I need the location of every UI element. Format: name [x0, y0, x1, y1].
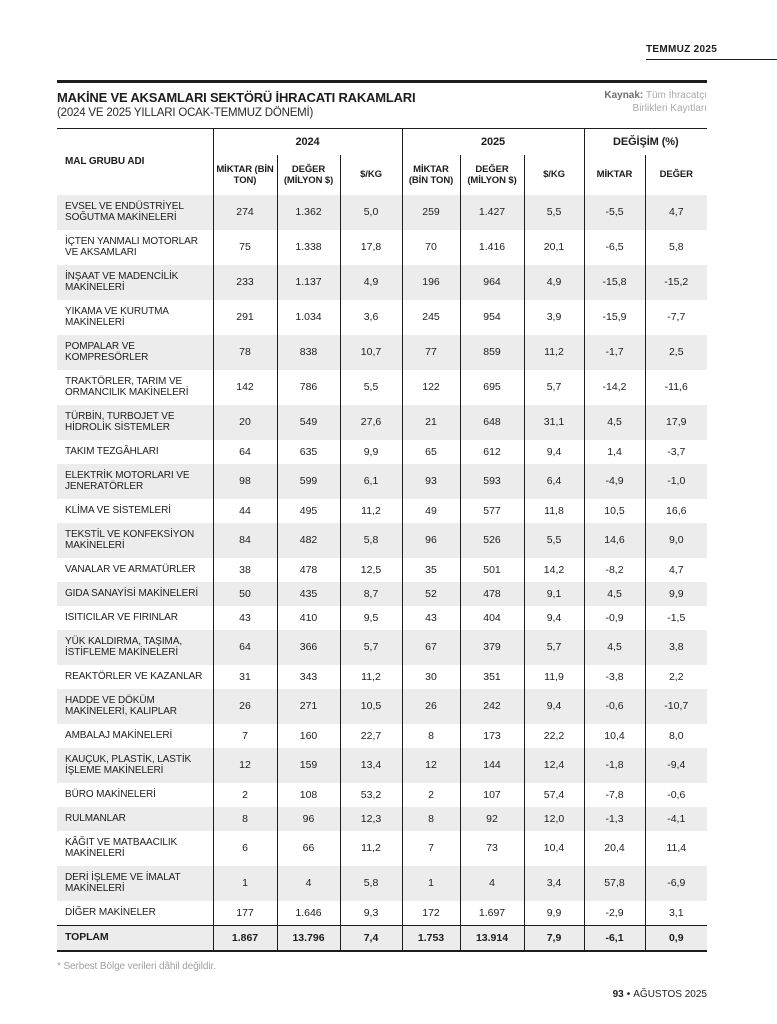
group-header-degisim: DEĞİŞİM (%): [613, 135, 679, 148]
table-row: [57, 464, 707, 499]
row-value: 5,5: [340, 370, 402, 405]
row-value: 65: [402, 440, 460, 464]
row-value: 11,9: [524, 665, 584, 689]
row-value: 599: [277, 464, 340, 499]
group-header-2025: 2025: [402, 129, 584, 155]
row-name: GIDA SANAYİSİ MAKİNELERİ: [57, 582, 213, 606]
source-block: [604, 90, 707, 115]
row-value: 75: [213, 230, 277, 265]
row-value: 4: [460, 866, 524, 901]
row-value: 5,0: [340, 195, 402, 230]
row-value: 196: [402, 265, 460, 300]
row-value: 6: [213, 831, 277, 866]
row-value: -0,6: [667, 788, 686, 801]
row-value: 16,6: [666, 504, 687, 517]
row-value: 4,7: [668, 563, 684, 576]
row-value: 12,3: [340, 807, 402, 831]
row-value: 954: [460, 300, 524, 335]
row-value: -2,9: [584, 901, 645, 926]
row-value: 366: [277, 630, 340, 665]
row-value: 404: [460, 606, 524, 630]
row-value: 20,1: [524, 230, 584, 265]
table-row: [57, 405, 707, 440]
row-value: 3,9: [524, 300, 584, 335]
row-value: 2,2: [668, 670, 684, 683]
row-value: -6,5: [584, 230, 645, 265]
row-value: 501: [460, 558, 524, 582]
row-value: 84: [213, 523, 277, 558]
row-value: -1,0: [667, 475, 686, 487]
row-value: 77: [402, 335, 460, 370]
page-subtitle: (2024 VE 2025 YILLARI OCAK-TEMMUZ DÖNEMİ): [57, 107, 314, 119]
row-value: 9,4: [524, 606, 584, 630]
row-value: 9,9: [524, 901, 584, 926]
row-name: KAUÇUK, PLASTİK, LASTİK İŞLEME MAKİNELERİ: [57, 748, 213, 783]
row-value: 11,2: [340, 665, 402, 689]
column-header-mal-grubu: MAL GRUBU ADI: [57, 129, 213, 195]
row-value: -0,9: [584, 606, 645, 630]
row-value: 1.646: [277, 901, 340, 926]
row-value: 5,5: [524, 195, 584, 230]
row-value: 10,4: [524, 831, 584, 866]
row-value: 10,5: [340, 689, 402, 724]
row-value: 67: [402, 630, 460, 665]
row-value: 92: [460, 807, 524, 831]
table-row: [57, 748, 707, 783]
row-value: 12: [213, 748, 277, 783]
row-value: 50: [213, 582, 277, 606]
export-figures-table: [57, 128, 707, 952]
row-value: 435: [277, 582, 340, 606]
row-value: 648: [460, 405, 524, 440]
row-value: 14,2: [524, 558, 584, 582]
row-value: 635: [277, 440, 340, 464]
row-value: 8,0: [668, 729, 684, 742]
row-value: -3,7: [667, 445, 686, 458]
row-value: 526: [460, 523, 524, 558]
row-value: 70: [402, 230, 460, 265]
issue-header: [646, 44, 777, 60]
row-value: 245: [402, 300, 460, 335]
row-value: 9,0: [668, 534, 684, 546]
row-value: 13,4: [340, 748, 402, 783]
table-row: [57, 630, 707, 665]
footnote: * Serbest Bölge verileri dâhil değildir.: [57, 960, 216, 972]
row-value: -3,8: [584, 665, 645, 689]
row-value: 107: [460, 783, 524, 807]
column-header-deger-2024: DEĞER (MİLYON $): [277, 155, 340, 195]
table-row: [57, 689, 707, 724]
row-value: 10,4: [584, 724, 645, 748]
row-value: 4,9: [524, 265, 584, 300]
row-value: -1,3: [584, 807, 645, 831]
column-header-miktar-degisim: MİKTAR: [584, 155, 645, 195]
row-name: HADDE VE DÖKÜM MAKİNELERİ, KALIPLAR: [57, 689, 213, 724]
row-value: 549: [277, 405, 340, 440]
total-label: TOPLAM: [57, 925, 213, 951]
row-value: 17,9: [666, 416, 687, 428]
row-name: TAKIM TEZGÂHLARI: [57, 440, 213, 464]
row-value: 31,1: [524, 405, 584, 440]
row-value: 11,8: [524, 499, 584, 523]
row-value: 9,4: [524, 440, 584, 464]
source-text-1: Tüm İhracatçı: [645, 90, 707, 101]
row-value: 233: [213, 265, 277, 300]
row-value: -0,6: [584, 689, 645, 724]
row-value: 8,7: [340, 582, 402, 606]
row-value: 612: [460, 440, 524, 464]
row-value: 8: [402, 724, 460, 748]
row-value: 98: [213, 464, 277, 499]
row-value: 1,4: [584, 440, 645, 464]
row-name: AMBALAJ MAKİNELERİ: [57, 724, 213, 748]
table-row: [57, 195, 707, 230]
row-value: 9,3: [340, 901, 402, 926]
row-name: YIKAMA VE KURUTMA MAKİNELERİ: [57, 300, 213, 335]
row-value: 7: [213, 724, 277, 748]
row-value: 274: [213, 195, 277, 230]
total-value: 7,9: [524, 925, 584, 951]
table-row: [57, 230, 707, 265]
row-value: 6,1: [340, 464, 402, 499]
row-value: 22,2: [524, 724, 584, 748]
table-row: [57, 665, 707, 689]
source-label: Kaynak:: [604, 90, 644, 101]
row-value: 478: [277, 558, 340, 582]
row-value: 9,4: [524, 689, 584, 724]
row-value: 93: [402, 464, 460, 499]
row-value: 43: [402, 606, 460, 630]
row-value: -1,7: [584, 335, 645, 370]
table-header: [57, 129, 707, 195]
table-row: [57, 831, 707, 866]
table-row: [57, 499, 707, 523]
row-value: -14,2: [584, 370, 645, 405]
row-value: 593: [460, 464, 524, 499]
source-line-2: Birlikleri Kayıtları: [632, 102, 707, 114]
row-value: 410: [277, 606, 340, 630]
table-row: [57, 724, 707, 748]
row-value: 1.416: [460, 230, 524, 265]
title-top-rule: [57, 80, 707, 83]
table-row: [57, 866, 707, 901]
page-number: 93: [612, 989, 624, 1000]
row-value: 4: [277, 866, 340, 901]
row-value: -4,9: [584, 464, 645, 499]
row-value: -6,9: [667, 877, 686, 889]
row-value: 64: [213, 440, 277, 464]
row-value: 173: [460, 724, 524, 748]
row-value: 2: [213, 783, 277, 807]
row-name: ELEKTRİK MOTORLARI VE JENERATÖRLER: [57, 464, 213, 499]
table-row: [57, 901, 707, 926]
total-value: 13.796: [277, 925, 340, 951]
table-row: [57, 807, 707, 831]
row-value: -5,5: [584, 195, 645, 230]
row-value: 53,2: [340, 783, 402, 807]
row-value: 3,1: [668, 906, 684, 919]
row-value: 57,4: [524, 783, 584, 807]
row-value: 10,7: [340, 335, 402, 370]
row-value: 159: [277, 748, 340, 783]
row-value: 11,4: [666, 842, 687, 854]
row-value: 9,1: [524, 582, 584, 606]
table-body: [57, 195, 707, 926]
row-value: 271: [277, 689, 340, 724]
row-value: 30: [402, 665, 460, 689]
table-row: [57, 606, 707, 630]
table-row: [57, 440, 707, 464]
row-value: 4,5: [584, 405, 645, 440]
row-value: 14,6: [584, 523, 645, 558]
total-value: 7,4: [340, 925, 402, 951]
table-row: [57, 265, 707, 300]
row-name: TRAKTÖRLER, TARIM VE ORMANCILIK MAKİNELERİ: [57, 370, 213, 405]
row-value: 52: [402, 582, 460, 606]
source-line-1: [604, 90, 707, 103]
row-value: -11,6: [664, 381, 688, 393]
row-value: 259: [402, 195, 460, 230]
row-value: -10,7: [664, 700, 689, 712]
row-value: 10,5: [584, 499, 645, 523]
row-value: 1: [402, 866, 460, 901]
column-header-miktar-2025: MİKTAR (BİN TON): [402, 155, 460, 195]
row-name: YÜK KALDIRMA, TAŞIMA, İSTİFLEME MAKİNELERİ: [57, 630, 213, 665]
table-row: [57, 300, 707, 335]
row-value: 26: [213, 689, 277, 724]
page-footer: [57, 989, 707, 1000]
row-value: 577: [460, 499, 524, 523]
row-name: RULMANLAR: [57, 807, 213, 831]
table-footer: [57, 925, 707, 951]
row-value: 5,8: [340, 523, 402, 558]
issue-label: TEMMUZ 2025: [646, 44, 718, 55]
row-name: DERİ İŞLEME VE İMALAT MAKİNELERİ: [57, 866, 213, 901]
row-name: REAKTÖRLER VE KAZANLAR: [57, 665, 213, 689]
row-value: 964: [460, 265, 524, 300]
row-value: 144: [460, 748, 524, 783]
row-value: 9,5: [340, 606, 402, 630]
row-value: 73: [460, 831, 524, 866]
row-value: 5,7: [524, 370, 584, 405]
row-value: 9,9: [340, 440, 402, 464]
row-value: 96: [277, 807, 340, 831]
row-value: 20,4: [584, 831, 645, 866]
row-value: 122: [402, 370, 460, 405]
row-value: 9,9: [668, 587, 684, 600]
group-header-2024: 2024: [213, 129, 402, 155]
footer-separator: •: [626, 989, 631, 1000]
row-value: 44: [213, 499, 277, 523]
row-value: 478: [460, 582, 524, 606]
row-value: 5,8: [668, 241, 684, 253]
row-value: 78: [213, 335, 277, 370]
row-value: 21: [402, 405, 460, 440]
table-row: [57, 523, 707, 558]
column-header-kg-2025: $/KG: [524, 155, 584, 195]
total-value: 1.867: [213, 925, 277, 951]
row-value: 482: [277, 523, 340, 558]
row-value: 142: [213, 370, 277, 405]
row-value: 291: [213, 300, 277, 335]
row-value: 1.362: [277, 195, 340, 230]
row-name: KÂĞIT VE MATBAACILIK MAKİNELERİ: [57, 831, 213, 866]
row-value: 3,8: [668, 641, 684, 653]
row-value: -1,5: [667, 611, 686, 624]
row-value: 242: [460, 689, 524, 724]
table-row: [57, 370, 707, 405]
row-value: 4,5: [584, 582, 645, 606]
row-value: 786: [277, 370, 340, 405]
table-row: [57, 335, 707, 370]
row-name: İÇTEN YANMALI MOTORLAR VE AKSAMLARI: [57, 230, 213, 265]
row-value: 4,5: [584, 630, 645, 665]
row-name: TEKSTİL VE KONFEKSİYON MAKİNELERİ: [57, 523, 213, 558]
row-value: 5,7: [524, 630, 584, 665]
row-value: 8: [213, 807, 277, 831]
row-value: 8: [402, 807, 460, 831]
row-value: 17,8: [340, 230, 402, 265]
table-row: [57, 582, 707, 606]
row-name: POMPALAR VE KOMPRESÖRLER: [57, 335, 213, 370]
row-name: TÜRBİN, TURBOJET VE HİDROLİK SİSTEMLER: [57, 405, 213, 440]
row-value: 7: [402, 831, 460, 866]
row-value: 6,4: [524, 464, 584, 499]
row-value: 160: [277, 724, 340, 748]
row-value: 43: [213, 606, 277, 630]
row-value: 49: [402, 499, 460, 523]
row-value: 2: [402, 783, 460, 807]
column-header-kg-2024: $/KG: [340, 155, 402, 195]
row-value: 172: [402, 901, 460, 926]
footer-issue: AĞUSTOS 2025: [633, 989, 707, 1000]
page-title: MAKİNE VE AKSAMLARI SEKTÖRÜ İHRACATI RAKAMLARI: [57, 90, 416, 105]
row-value: 4,7: [668, 206, 684, 218]
column-header-miktar-2024: MİKTAR (BİN TON): [213, 155, 277, 195]
row-value: 1.338: [277, 230, 340, 265]
row-value: 12,4: [524, 748, 584, 783]
row-value: 31: [213, 665, 277, 689]
row-name: DİĞER MAKİNELER: [57, 901, 213, 926]
row-value: 5,8: [340, 866, 402, 901]
row-name: BÜRO MAKİNELERİ: [57, 783, 213, 807]
row-name: İNŞAAT VE MADENCİLİK MAKİNELERİ: [57, 265, 213, 300]
row-name: KLİMA VE SİSTEMLERİ: [57, 499, 213, 523]
column-header-deger-2025: DEĞER (MİLYON $): [460, 155, 524, 195]
row-value: -8,2: [584, 558, 645, 582]
row-value: 38: [213, 558, 277, 582]
row-value: -1,8: [584, 748, 645, 783]
row-value: 20: [213, 405, 277, 440]
table-row: [57, 558, 707, 582]
row-value: 695: [460, 370, 524, 405]
row-value: 96: [402, 523, 460, 558]
row-value: 1.137: [277, 265, 340, 300]
total-row: [57, 925, 707, 951]
row-value: 12,0: [524, 807, 584, 831]
row-value: 64: [213, 630, 277, 665]
row-value: 859: [460, 335, 524, 370]
row-value: 343: [277, 665, 340, 689]
row-value: 3,4: [524, 866, 584, 901]
row-value: -9,4: [667, 759, 686, 771]
row-name: VANALAR VE ARMATÜRLER: [57, 558, 213, 582]
row-value: -15,8: [584, 265, 645, 300]
table-row: [57, 783, 707, 807]
row-value: 35: [402, 558, 460, 582]
row-value: 66: [277, 831, 340, 866]
total-value: 0,9: [645, 925, 707, 951]
row-value: 495: [277, 499, 340, 523]
row-value: -7,7: [667, 311, 686, 323]
row-value: 1.427: [460, 195, 524, 230]
content-column: [57, 80, 707, 972]
total-value: 13.914: [460, 925, 524, 951]
row-value: 2,5: [668, 346, 684, 358]
row-value: -15,9: [584, 300, 645, 335]
total-value: 1.753: [402, 925, 460, 951]
row-value: 11,2: [340, 831, 402, 866]
row-value: -7,8: [584, 783, 645, 807]
row-value: 57,8: [584, 866, 645, 901]
row-value: 379: [460, 630, 524, 665]
row-value: 27,6: [340, 405, 402, 440]
row-value: 12: [402, 748, 460, 783]
total-value: -6,1: [584, 925, 645, 951]
title-block: [57, 90, 415, 119]
row-value: 12,5: [340, 558, 402, 582]
row-value: 5,5: [524, 523, 584, 558]
row-value: 5,7: [340, 630, 402, 665]
row-value: 26: [402, 689, 460, 724]
row-value: 11,2: [340, 499, 402, 523]
row-value: 22,7: [340, 724, 402, 748]
row-value: 11,2: [524, 335, 584, 370]
row-value: 4,9: [340, 265, 402, 300]
title-row: [57, 90, 707, 119]
row-value: 3,6: [340, 300, 402, 335]
row-value: -4,1: [667, 812, 686, 825]
row-value: 351: [460, 665, 524, 689]
row-value: 1: [213, 866, 277, 901]
row-value: 177: [213, 901, 277, 926]
row-name: ISITICILAR VE FIRINLAR: [57, 606, 213, 630]
row-name: EVSEL VE ENDÜSTRİYEL SOĞUTMA MAKİNELERİ: [57, 195, 213, 230]
row-value: 1.034: [277, 300, 340, 335]
row-value: -15,2: [664, 276, 689, 288]
group-header-row: [57, 129, 707, 155]
row-value: 108: [277, 783, 340, 807]
row-value: 1.697: [460, 901, 524, 926]
column-header-deger-degisim: DEĞER: [659, 169, 693, 180]
row-value: 838: [277, 335, 340, 370]
